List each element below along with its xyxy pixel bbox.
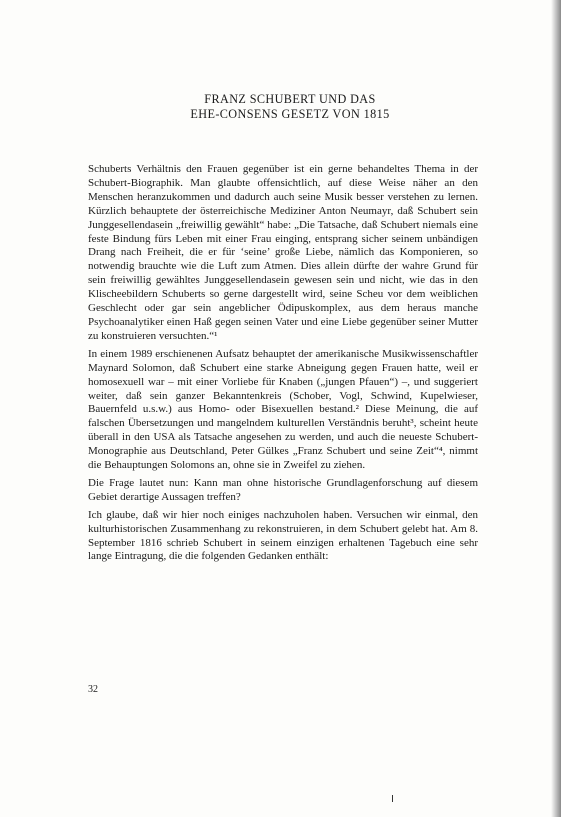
- paragraph: Ich glaube, daß wir hier noch einiges nachzuholen haben. Versuchen wir einmal, den kulturhistorischen Zusammenhang zu rekonstruieren, in dem Schubert gelebt hat. Am 8. September 1816 schrieb Schubert in seinem einzigen erhaltenen Tagebuch eine sehr lange Eintragung, die die folgenden Gedanken enthält:: [88, 508, 478, 563]
- paragraph: Die Frage lautet nun: Kann man ohne historische Grundlagenforschung auf diesem Gebiet derartige Aussagen treffen?: [88, 476, 478, 503]
- scan-mark: [392, 795, 393, 802]
- chapter-title: [100, 92, 480, 122]
- paragraph: Schuberts Verhältnis den Frauen gegenüber ist ein gerne behandeltes Thema in der Schubert-Biographik. Man glaubte offensichtlich, auf diese Weise näher an den Menschen heranzukommen und dadurch auch seine Musik besser verstehen zu lernen. Kürzlich behauptete der österreichische Mediziner Anton Neumayr, daß Schubert sein Junggesellendasein „freiwillig gewählt“ habe: „Die Tatsache, daß Schubert niemals eine feste Bindung fürs Leben mit einer Frau einging, entsprang sicher seinem unbändigen Drang nach Freiheit, die er für ‘seine’ große Liebe, nämlich das Komponieren, so notwendig brauchte wie die Luft zum Atmen. Dies allein dürfte der wahre Grund für sein freiwillig gewähltes Junggesellendasein gewesen sein und nicht, wie das in den Klischeebildern Schuberts so gerne dargestellt wird, seine Scheu vor dem weiblichen Geschlecht oder gar sein angeblicher Ödipuskomplex, aus dem heraus manche Psychoanalytiker einen Haß gegen seinen Vater und eine Liebe gegenüber seiner Mutter zu konstruieren versuchten.“¹: [88, 163, 478, 342]
- body-text: [88, 163, 478, 568]
- chapter-title-line-1: FRANZ SCHUBERT UND DAS: [204, 92, 376, 106]
- page-edge-shadow: [551, 0, 561, 817]
- chapter-title-line-2: EHE-CONSENS GESETZ VON 1815: [190, 107, 390, 121]
- page-number: 32: [88, 684, 98, 695]
- paragraph: In einem 1989 erschienenen Aufsatz behauptet der amerikanische Musikwissenschaftler Maynard Solomon, daß Schubert eine starke Abneigung gegen Frauen hatte, weil er homosexuell war – mit einer Vorliebe für Knaben („jungen Pfauen“) –, und suggeriert weiter, daß sein ganzer Bekanntenkreis (Schober, Vogl, Schwind, Kupelwieser, Bauernfeld u.s.w.) aus Homo- oder Bisexuellen bestand.² Diese Meinung, die auf falschen Übersetzungen und mangelndem kulturellen Verständnis beruht³, scheint heute überall in den USA als Tatsache angesehen zu werden, und auch die neueste Schubert-Monographie aus Deutschland, Peter Gülkes „Franz Schubert und seine Zeit“⁴, nimmt die Behauptungen Solomons an, ohne sie in Zweifel zu ziehen.: [88, 347, 478, 472]
